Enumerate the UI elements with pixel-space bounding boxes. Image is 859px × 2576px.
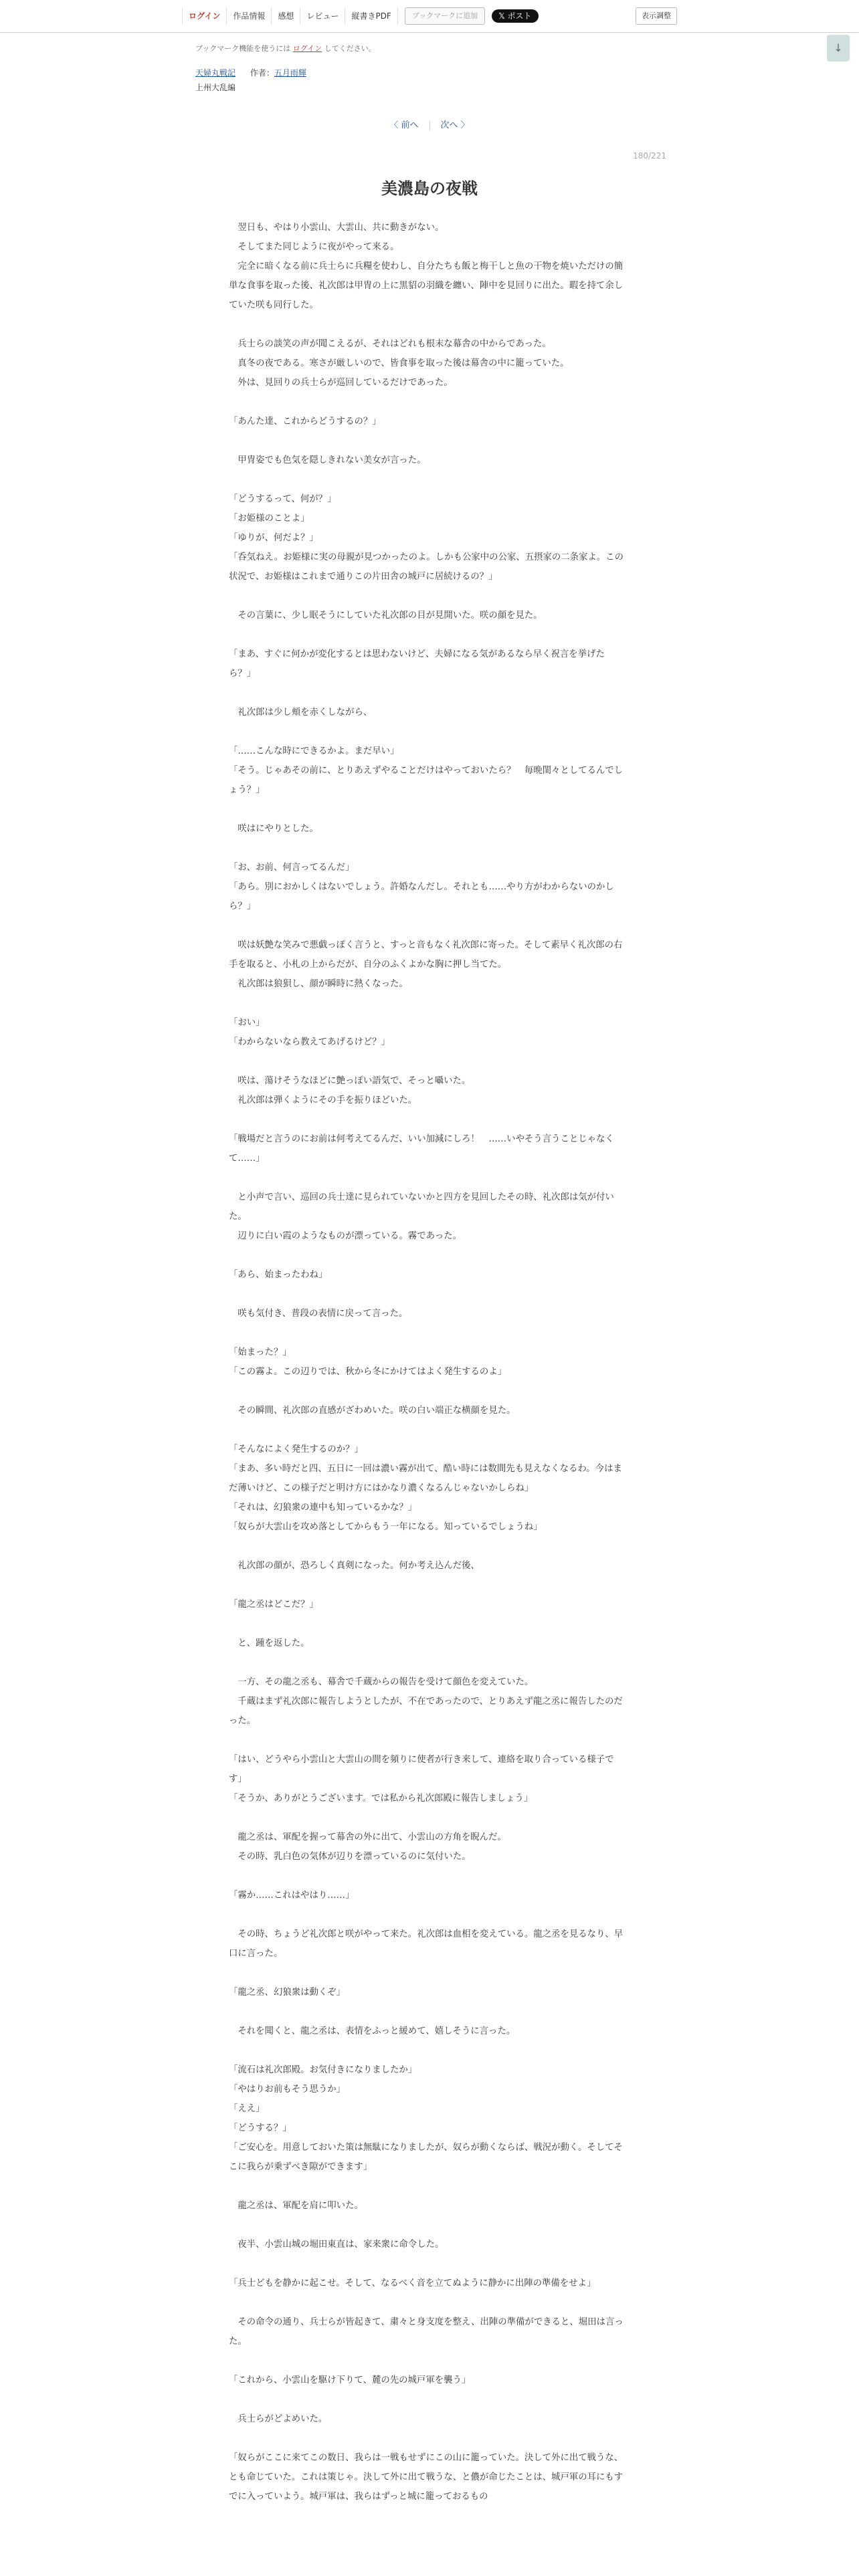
- x-post-button[interactable]: 𝕏 ポスト: [492, 9, 538, 23]
- body-paragraph: 「始まった？」: [229, 1348, 292, 1358]
- body-paragraph: その時、ちょうど礼次郎と咲がやって来た。礼次郎は血相を変えている。龍之丞を見るなり、早口に言った。: [229, 1929, 624, 1959]
- blank-line: [229, 839, 625, 858]
- body-paragraph: 「そう。じゃあその前に、とりあえずやることだけはやっておいたら？ 毎晩閨々としてるんでしょう？」: [229, 766, 624, 795]
- body-paragraph: 翌日も、やはり小雲山、大雲山、共に動きがない。: [229, 223, 444, 233]
- blank-line: [229, 1110, 625, 1130]
- body-paragraph: 「龍之丞はどこだ？」: [229, 1600, 318, 1610]
- body-paragraph: 「奴らがここに来てこの数日、我らは一戦もせずにこの山に籠っていた。決して外に出て戦うな、とも命じていた。これは策じゃ。決して外に出て戦うな、と儂が命じたことは、城戸軍の耳にもすでに入っていよう。城戸軍は、我らはずっと城に籠っておるもの: [229, 2453, 624, 2502]
- blank-line: [229, 2216, 625, 2235]
- blank-line: [229, 2429, 625, 2448]
- blank-line: [229, 1323, 625, 1343]
- body-paragraph: 真冬の夜である。寒さが厳しいので、皆食事を取った後は幕舎の中に籠っていた。: [229, 358, 569, 368]
- blank-line: [229, 2177, 625, 2196]
- body-paragraph: と、踵を返した。: [229, 1638, 310, 1648]
- add-bookmark-button[interactable]: ブックマークに追加: [405, 7, 485, 25]
- blank-line: [229, 1246, 625, 1265]
- body-paragraph: 「どうする？」: [229, 2123, 292, 2133]
- body-paragraph: 龍之丞は、軍配を肩に叩いた。: [229, 2201, 363, 2211]
- blank-line: [229, 2293, 625, 2313]
- body-paragraph: 「それは、幻狼衆の連中も知っているかな？」: [229, 1503, 417, 1513]
- body-paragraph: 「流石は礼次郎殿。お気付きになりましたか」: [229, 2065, 417, 2075]
- body-paragraph: 千蔵はまず礼次郎に報告しようとしたが、不在であったので、とりあえず龍之丞に報告したのだった。: [229, 1697, 623, 1726]
- notice-login-link[interactable]: ログイン: [292, 44, 322, 53]
- body-paragraph: 辺りに白い霞のようなものが漂っている。霧であった。: [229, 1231, 462, 1241]
- blank-line: [229, 1731, 625, 1750]
- body-paragraph: 「そんなによく発生するのか？」: [229, 1444, 363, 1455]
- work-meta: [195, 66, 306, 95]
- body-paragraph: 咲も気付き、普段の表情に戻って言った。: [229, 1309, 408, 1319]
- blank-line: [229, 2002, 625, 2022]
- body-paragraph: その瞬間、礼次郎の直感がざわめいた。咲の白い端正な横顔を見た。: [229, 1406, 516, 1416]
- body-paragraph: 礼次郎の顔が、恐ろしく真剣になった。何か考え込んだ後、: [229, 1561, 480, 1571]
- blank-line: [229, 1614, 625, 1634]
- body-paragraph: 「お姫様のことよ」: [229, 514, 310, 524]
- blank-line: [229, 1537, 625, 1556]
- body-paragraph: 「呑気ねえ。お姫様に実の母親が見つかったのよ。しかも公家中の公家、五摂家の二条家よ。この状況で、お姫様はこれまで通りこの片田舎の城戸に居続けるの？」: [229, 552, 624, 582]
- body-paragraph: 礼次郎は少し頬を赤くしながら、: [229, 708, 373, 718]
- body-paragraph: 一方、その龍之丞も、幕舎で千蔵からの報告を受けて顔色を変えていた。: [229, 1677, 534, 1687]
- blank-line: [229, 994, 625, 1013]
- blank-line: [229, 1963, 625, 1983]
- blank-line: [229, 315, 625, 334]
- blank-line: [229, 2351, 625, 2371]
- blank-line: [229, 2254, 625, 2274]
- body-paragraph: 「はい、どうやら小雲山と大雲山の間を頻りに使者が行き来して、連絡を取り合っている様子です」: [229, 1755, 614, 1784]
- blank-line: [229, 722, 625, 742]
- body-paragraph: 礼次郎は弾くようにその手を振りほどいた。: [229, 1095, 417, 1105]
- body-paragraph: 「わからないなら教えてあげるけど？」: [229, 1037, 391, 1047]
- blank-line: [229, 431, 625, 451]
- blank-line: [229, 916, 625, 936]
- body-paragraph: 咲は妖艶な笑みで悪戯っぽく言うと、すっと音もなく礼次郎に寄った。そして素早く礼次郎の右手を取ると、小札の上からだが、自分のふくよかな胸に押し当てた。: [229, 940, 623, 970]
- top-bar: [0, 0, 859, 33]
- body-paragraph: 「ゆりが、何だよ？」: [229, 533, 318, 543]
- body-paragraph: 咲はにやりとした。: [229, 824, 318, 834]
- body-paragraph: その時、乳白色の気体が辺りを漂っているのに気付いた。: [229, 1852, 471, 1862]
- work-info-link[interactable]: 作品情報: [227, 7, 272, 25]
- chapter-nav: [0, 118, 859, 130]
- blank-line: [229, 683, 625, 703]
- body-paragraph: 「あんた達、これからどうするの？」: [229, 417, 381, 427]
- body-paragraph: 完全に暗くなる前に兵士らに兵糧を使わし、自分たちも飯と梅干しと魚の干物を焼いただけの簡単な食事を取った後、礼次郎は甲冑の上に黒貂の羽織を纏い、陣中を見回りに出た。暇を持て余していた咲も同行した。: [229, 261, 624, 310]
- blank-line: [229, 625, 625, 645]
- body-paragraph: 「兵士どもを静かに起こせ。そして、なるべく音を立てぬように静かに出陣の準備をせよ」: [229, 2278, 596, 2288]
- body-paragraph: 「そうか、ありがとうございます。では私から礼次郎殿に報告しましょう」: [229, 1794, 533, 1804]
- blank-line: [229, 2390, 625, 2409]
- blank-line: [229, 393, 625, 412]
- blank-line: [229, 2041, 625, 2060]
- body-paragraph: 「戦場だと言うのにお前は何考えてるんだ、いい加減にしろ！ ……いやそう言うことじゃなくて……」: [229, 1134, 614, 1164]
- blank-line: [229, 1285, 625, 1304]
- body-paragraph: 「まあ、すぐに何かが変化するとは思わないけど、夫婦になる気があるなら早く祝言を挙げたら？」: [229, 649, 605, 679]
- body-paragraph: 「奴らが大雲山を攻め落としてからもう一年になる。知っているでしょうね」: [229, 1522, 543, 1532]
- blank-line: [229, 1052, 625, 1071]
- page-counter: 180/221: [633, 151, 666, 160]
- body-paragraph: 「やはりお前もそう思うか」: [229, 2084, 346, 2095]
- body-paragraph: 龍之丞は、軍配を握って幕舎の外に出て、小雲山の方角を睨んだ。: [229, 1832, 506, 1842]
- chapter-group: 上州大乱編: [195, 83, 236, 92]
- body-paragraph: 「おい」: [229, 1018, 265, 1028]
- notice-prefix: ブックマーク機能を使うには: [195, 44, 291, 53]
- body-paragraph: 「まあ、多い時だと四、五日に一回は濃い霧が出て、酷い時には数間先も見えなくなるわ。今はまだ薄いけど、この様子だと明け方にはかなり濃くなるんじゃないかしらね」: [229, 1464, 622, 1493]
- body-paragraph: と小声で言い、巡回の兵士達に見られていないかと四方を見回したその時、礼次郎は気が付いた。: [229, 1192, 614, 1222]
- blank-line: [229, 1905, 625, 1925]
- impressions-link[interactable]: 感想: [272, 7, 300, 25]
- prev-chapter-link[interactable]: 〈 前へ: [389, 120, 419, 130]
- series-title-link[interactable]: 天婦丸戦記: [195, 68, 236, 78]
- author-label: 作者：: [250, 68, 274, 78]
- body-paragraph: 「龍之丞、幻狼衆は動くぞ」: [229, 1988, 346, 1998]
- body-paragraph: 兵士らがどよめいた。: [229, 2414, 328, 2424]
- review-link[interactable]: レビュー: [300, 7, 345, 25]
- body-paragraph: それを聞くと、龍之丞は、表情をふっと緩めて、嬉しそうに言った。: [229, 2026, 516, 2036]
- body-paragraph: 「あら。別におかしくはないでしょう。許婚なんだし。それとも……やり方がわからないのかしら？」: [229, 882, 614, 911]
- scroll-down-icon[interactable]: ↓: [827, 35, 850, 62]
- body-paragraph: 「ご安心を。用意しておいた策は無駄になりましたが、奴らが動くならば、戦況が動く。そしてそこに我らが乗ずべき隙ができます」: [229, 2143, 623, 2172]
- vertical-pdf-link[interactable]: 縦書きPDF: [345, 7, 397, 25]
- blank-line: [229, 1576, 625, 1595]
- bookmark-login-notice: [195, 43, 376, 53]
- blank-line: [229, 800, 625, 819]
- body-paragraph: 「……こんな時にできるかよ。まだ早い」: [229, 746, 399, 756]
- blank-line: [229, 470, 625, 490]
- notice-suffix: してください。: [324, 44, 376, 53]
- body-paragraph: 夜半、小雲山城の堀田東直は、家来衆に命令した。: [229, 2240, 444, 2250]
- display-settings-button[interactable]: 表示調整: [636, 7, 677, 25]
- novel-body: [229, 218, 625, 2506]
- author-link[interactable]: 五月雨輝: [274, 68, 306, 78]
- body-paragraph: その命令の通り、兵士らが皆起きて、粛々と身支度を整え、出陣の準備ができると、堀田は言った。: [229, 2317, 624, 2347]
- body-paragraph: 礼次郎は狼狽し、顔が瞬時に熱くなった。: [229, 979, 408, 989]
- blank-line: [229, 586, 625, 606]
- body-paragraph: 「お、お前、何言ってるんだ」: [229, 863, 355, 873]
- body-paragraph: 「ええ」: [229, 2104, 265, 2114]
- body-paragraph: 「この霧よ。この辺りでは、秋から冬にかけてはよく発生するのよ」: [229, 1367, 507, 1377]
- next-chapter-link[interactable]: 次へ 〉: [440, 120, 470, 130]
- body-paragraph: そしてまた同じように夜がやって来る。: [229, 242, 399, 252]
- blank-line: [229, 1866, 625, 1886]
- body-paragraph: 咲は、蕩けそうなほどに艶っぽい語気で、そっと囁いた。: [229, 1076, 471, 1086]
- login-link[interactable]: ログイン: [182, 7, 227, 25]
- body-paragraph: その言葉に、少し眠そうにしていた礼次郎の目が見開いた。咲の顔を見た。: [229, 611, 543, 621]
- body-paragraph: 「どうするって、何が？」: [229, 494, 337, 504]
- body-paragraph: 「これから、小雲山を駆け下りて、麓の先の城戸軍を襲う」: [229, 2375, 471, 2385]
- main-menu: [182, 7, 539, 25]
- body-paragraph: 「霧か……これはやはり……」: [229, 1891, 355, 1901]
- blank-line: [229, 1420, 625, 1440]
- blank-line: [229, 1653, 625, 1673]
- blank-line: [229, 1382, 625, 1401]
- blank-line: [229, 1808, 625, 1828]
- chapter-title: 美濃島の夜戦: [381, 179, 478, 198]
- body-paragraph: 兵士らの談笑の声が聞こえるが、それはどれも根末な幕舎の中からであった。: [229, 339, 551, 349]
- body-paragraph: 外は、見回りの兵士らが巡回しているだけであった。: [229, 378, 453, 388]
- blank-line: [229, 1168, 625, 1188]
- body-paragraph: 甲冑姿でも色気を隠しきれない美女が言った。: [229, 455, 426, 465]
- body-paragraph: 「あら、始まったわね」: [229, 1270, 328, 1280]
